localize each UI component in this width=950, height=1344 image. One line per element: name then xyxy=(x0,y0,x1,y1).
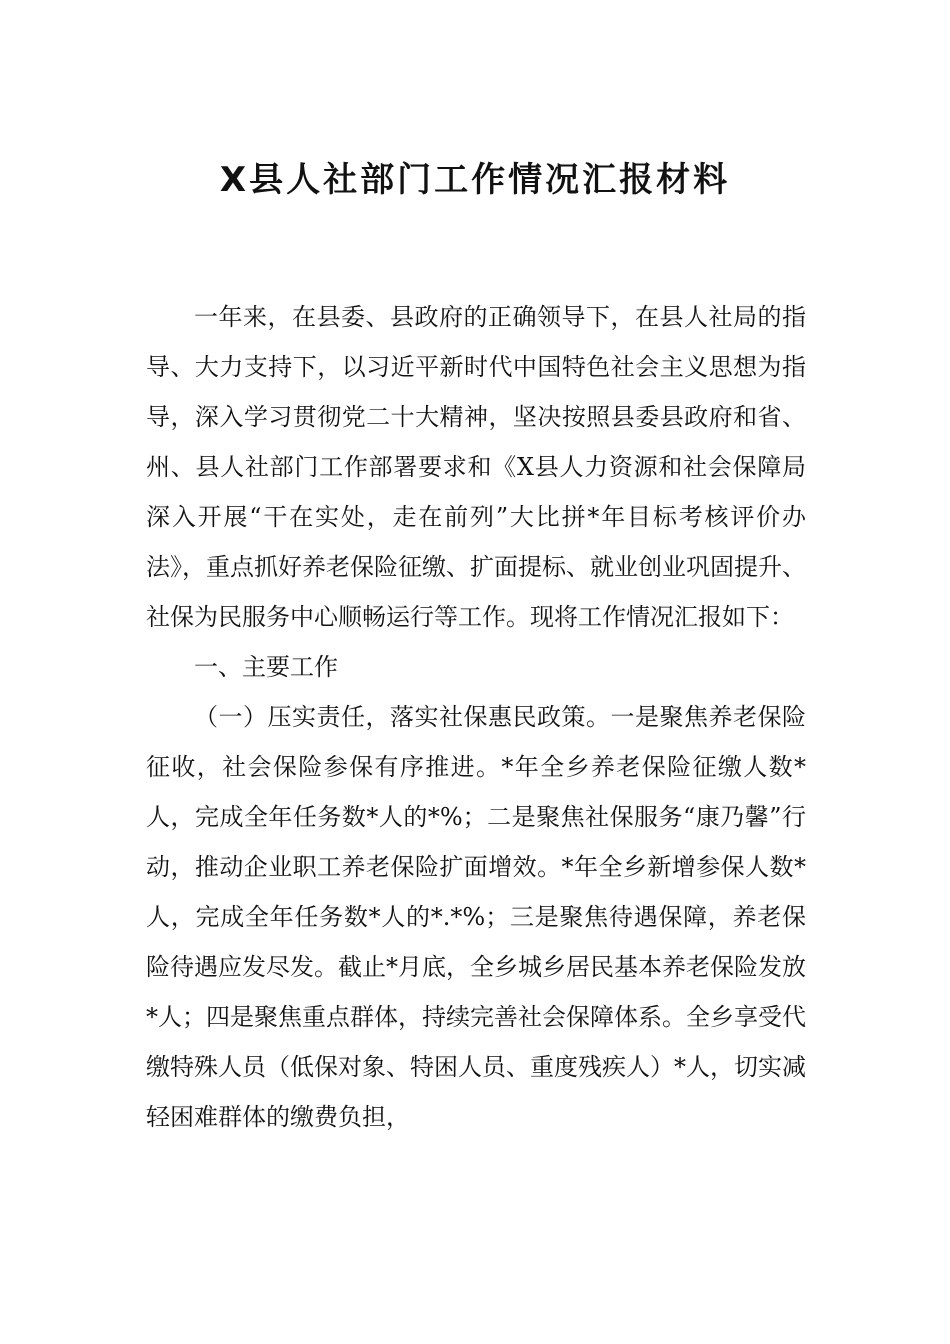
section-heading: 一、主要工作 xyxy=(194,653,338,681)
document-body xyxy=(146,292,806,1142)
intro-paragraph: 一年来，在县委、县政府的正确领导下，在县人社局的指导、大力支持下，以习近平新时代中国特色社会主义思想为指导，深入学习贯彻党二十大精神，坚决按照县委县政府和省、州、县人社部门工作部署要求和《X县人力资源和社会保障局深入开展“干在实处，走在前列”大比拼*年目标考核评价办法》，重点抓好养老保险征缴、扩面提标、就业创业巩固提升、社保为民服务中心顺畅运行等工作。现将工作情况汇报如下： xyxy=(146,303,806,631)
subsection-paragraph: （一）压实责任，落实社保惠民政策。一是聚焦养老保险征收，社会保险参保有序推进。*年全乡养老保险征缴人数*人，完成全年任务数*人的*%；二是聚焦社保服务“康乃馨”行动，推动企业职工养老保险扩面增效。*年全乡新增参保人数*人，完成全年任务数*人的*.*%；三是聚焦待遇保障，养老保险待遇应发尽发。截止*月底，全乡城乡居民基本养老保险发放*人；四是聚焦重点群体，持续完善社会保障体系。全乡享受代缴特殊人员（低保对象、特困人员、重度残疾人）*人，切实减轻困难群体的缴费负担， xyxy=(146,703,806,1131)
document-title: X县人社部门工作情况汇报材料 xyxy=(219,160,731,200)
